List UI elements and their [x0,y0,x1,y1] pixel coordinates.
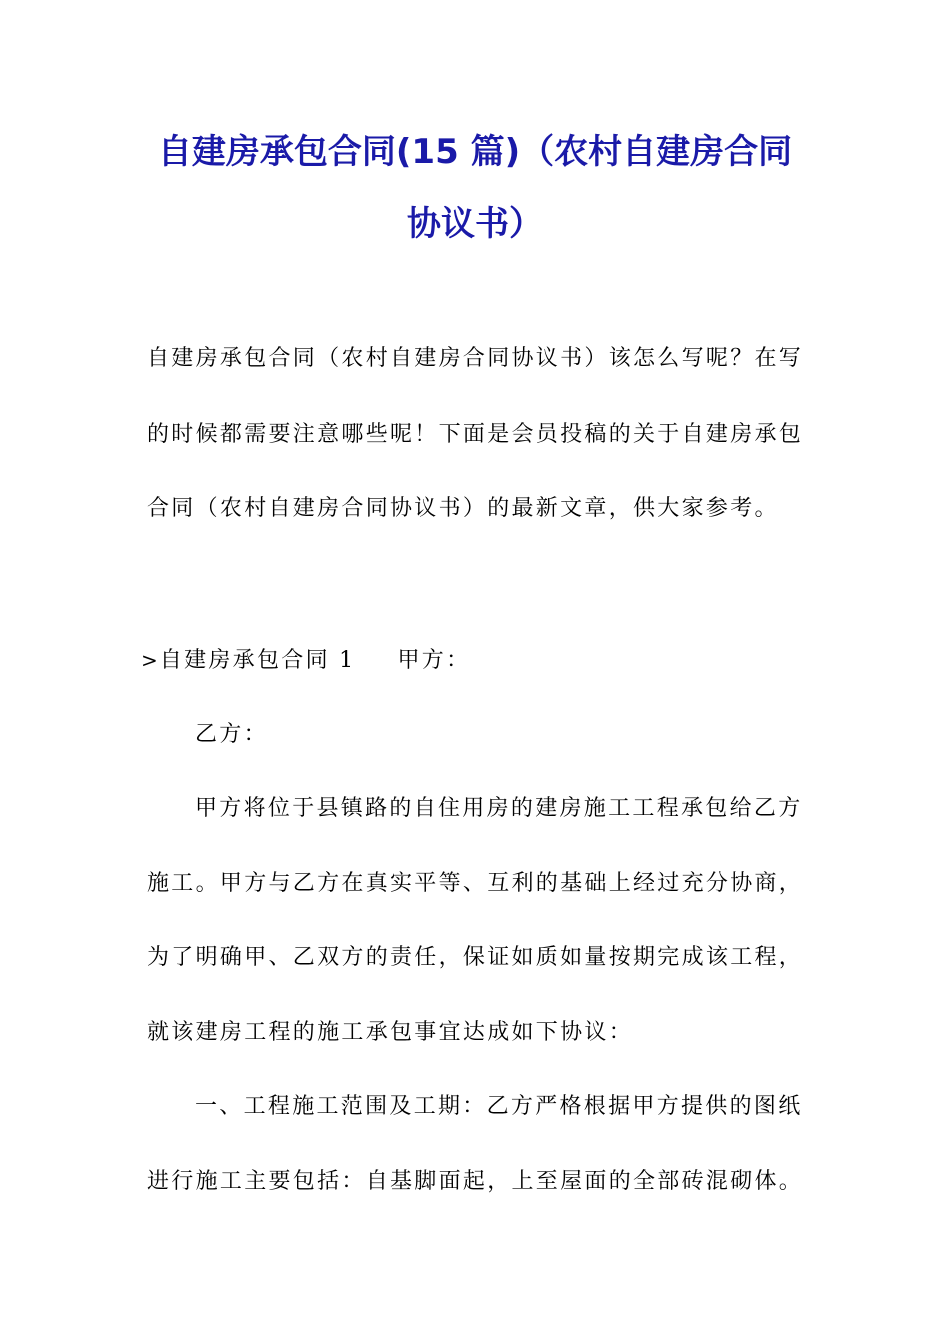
document-title-line-2: 协议书） [407,204,543,244]
intro-line-3: 合同（农村自建房合同协议书）的最新文章，供大家参考。 [147,496,779,521]
body-line-1: 甲方将位于县镇路的自住用房的建房施工工程承包给乙方 [195,796,803,821]
party-a-label: 甲方： [397,648,471,673]
intro-line-2: 的时候都需要注意哪些呢！下面是会员投稿的关于自建房承包 [147,422,804,447]
body-line-2: 施工。甲方与乙方在真实平等、互利的基础上经过充分协商， [147,871,804,896]
body-line-4: 就该建房工程的施工承包事宜达成如下协议： [147,1020,634,1045]
section-heading-text: 自建房承包合同 1 [159,648,356,673]
body-line-6: 进行施工主要包括：自基脚面起，上至屋面的全部砖混砌体。 [147,1169,804,1194]
party-b-label: 乙方： [195,722,268,747]
body-line-5: 一、工程施工范围及工期：乙方严格根据甲方提供的图纸 [195,1094,803,1119]
section-heading [141,645,470,676]
body-line-3: 为了明确甲、乙双方的责任，保证如质如量按期完成该工程， [147,945,804,970]
document-title-line-1: 自建房承包合同(15 篇)（农村自建房合同 [157,132,793,172]
section-marker: > [141,648,158,672]
intro-line-1: 自建房承包合同（农村自建房合同协议书）该怎么写呢？在写 [147,346,804,371]
